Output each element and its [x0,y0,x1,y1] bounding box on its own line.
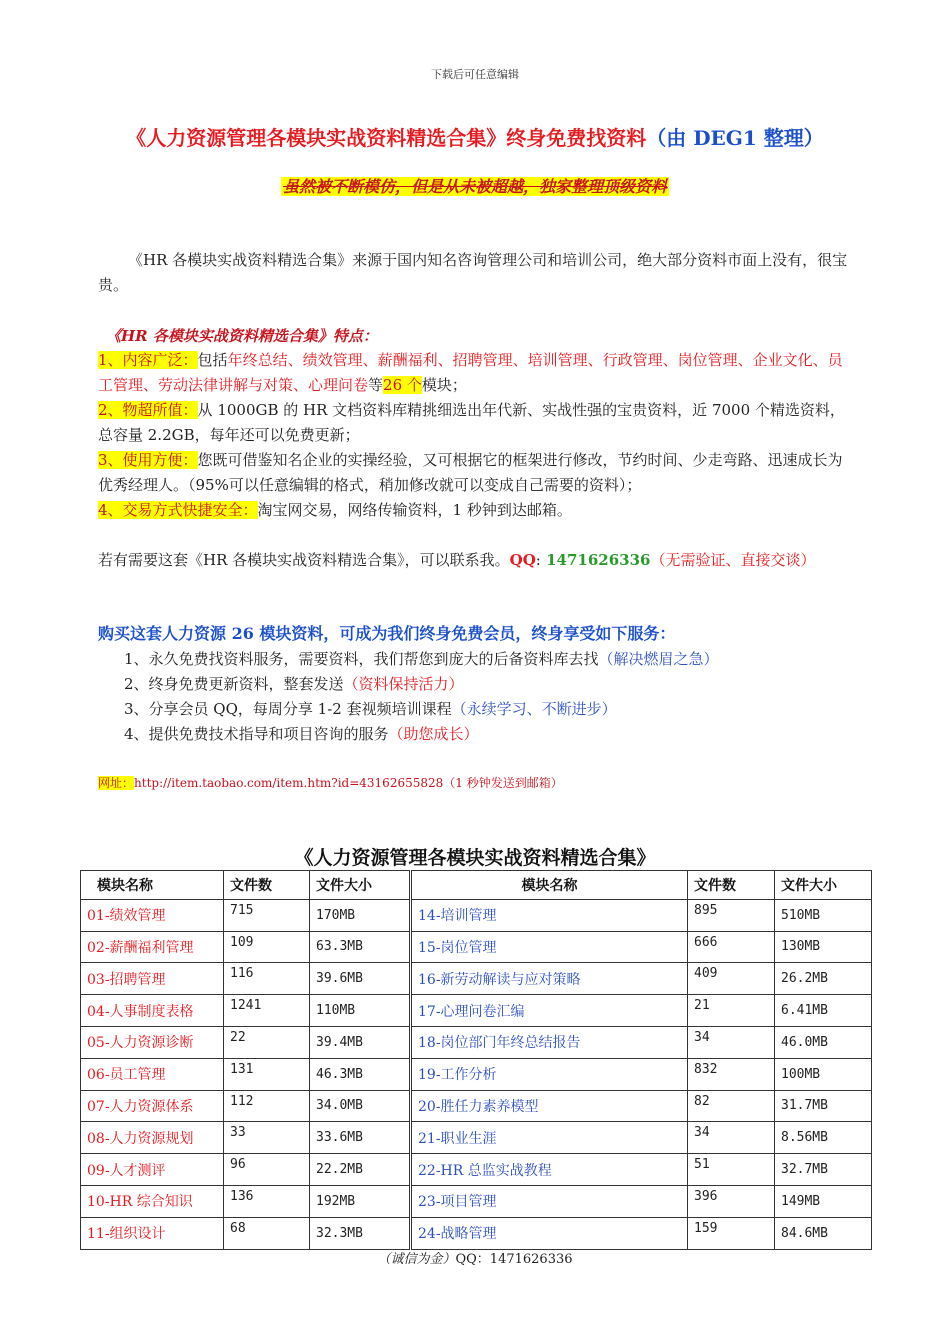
module-name-cell: 15-岗位管理 [411,931,688,963]
feature-item-transaction [98,498,854,523]
url-note: （1 秒钟发送到邮箱） [443,776,563,790]
footer-motto: （诚信为金） [377,1252,456,1267]
file-count-cell: 112 [224,1090,310,1122]
file-count-cell: 33 [224,1122,310,1154]
module-name-cell: 23-项目管理 [411,1185,688,1217]
module-name-cell: 07-人力资源体系 [81,1090,224,1122]
file-count-cell: 21 [688,995,775,1027]
qq-separator: : [535,551,541,569]
features-heading: 《HR 各模块实战资料精选合集》特点： [106,327,378,345]
file-count-cell: 34 [688,1122,775,1154]
table-row [81,1217,872,1249]
contact-paragraph [98,548,854,573]
file-size-cell: 170MB [310,899,411,931]
table-row [81,931,872,963]
qq-label: QQ [509,551,536,569]
file-count-cell: 22 [224,1026,310,1058]
file-size-cell: 26.2MB [775,963,872,995]
file-size-cell: 100MB [775,1058,872,1090]
url-label: 网址： [98,776,135,790]
features-list [98,348,854,523]
feature-item-usability [98,448,854,498]
file-count-cell: 159 [688,1217,775,1249]
file-count-cell: 895 [688,899,775,931]
module-name-cell: 22-HR 总监实战教程 [411,1154,688,1186]
feature-text: 等 [368,376,384,394]
file-size-cell: 32.3MB [310,1217,411,1249]
file-count-cell: 34 [688,1026,775,1058]
service-text: 4、提供免费技术指导和项目咨询的服务 [124,725,389,743]
column-header: 文件大小 [775,871,872,900]
file-size-cell: 33.6MB [310,1122,411,1154]
feature-label: 2、物超所值： [98,401,198,419]
table-title: 《人力资源管理各模块实战资料精选合集》 [294,847,656,869]
service-note: （助您成长） [388,725,479,743]
feature-module-count: 26 个 [383,376,422,394]
feature-item-value [98,398,854,448]
table-row [81,1090,872,1122]
modules-table [80,870,872,1250]
file-size-cell: 46.3MB [310,1058,411,1090]
store-link[interactable]: http://item.taobao.com/item.htm?id=43162655828 [134,776,444,790]
table-header-row [81,871,872,900]
module-name-cell: 17-心理问卷汇编 [411,995,688,1027]
column-header: 文件数 [688,871,775,900]
table-row [81,995,872,1027]
module-name-cell: 01-绩效管理 [81,899,224,931]
file-count-cell: 68 [224,1217,310,1249]
service-item [124,697,854,722]
feature-text: 包括 [197,351,228,369]
feature-label: 1、内容广泛： [98,351,198,369]
module-name-cell: 18-岗位部门年终总结报告 [411,1026,688,1058]
feature-label: 4、交易方式快捷安全： [98,501,258,519]
column-header: 文件大小 [310,871,411,900]
table-row [81,1122,872,1154]
table-row [81,1026,872,1058]
module-name-cell: 08-人力资源规划 [81,1122,224,1154]
file-size-cell: 110MB [310,995,411,1027]
service-note: （资料保持活力） [343,675,464,693]
file-size-cell: 510MB [775,899,872,931]
table-row [81,1154,872,1186]
column-header: 文件数 [224,871,310,900]
contact-text: 若有需要这套《HR 各模块实战资料精选合集》，可以联系我。 [98,551,510,569]
file-size-cell: 31.7MB [775,1090,872,1122]
file-size-cell: 34.0MB [310,1090,411,1122]
footer [0,1248,950,1267]
header-note: 下载后可任意编辑 [431,68,519,81]
title-attribution: （由 DEG1 整理） [646,126,824,150]
file-size-cell: 22.2MB [310,1154,411,1186]
table-row [81,899,872,931]
feature-item-content [98,348,854,398]
feature-text: 淘宝网交易，网络传输资料，1 秒钟到达邮箱。 [257,501,572,519]
service-note: （永续学习、不断进步） [451,700,617,718]
file-size-cell: 63.3MB [310,931,411,963]
file-count-cell: 409 [688,963,775,995]
module-name-cell: 14-培训管理 [411,899,688,931]
table-row [81,963,872,995]
file-size-cell: 32.7MB [775,1154,872,1186]
file-count-cell: 131 [224,1058,310,1090]
file-size-cell: 39.4MB [310,1026,411,1058]
file-count-cell: 715 [224,899,310,931]
file-count-cell: 136 [224,1185,310,1217]
table-body [81,899,872,1249]
service-text: 1、永久免费找资料服务，需要资料，我们帮您到庞大的后备资料库去找 [124,650,599,668]
service-note: （解决燃眉之急） [598,650,719,668]
column-header: 模块名称 [411,871,688,900]
title-main: 《人力资源管理各模块实战资料精选合集》终身免费找资料 [126,126,647,150]
module-name-cell: 11-组织设计 [81,1217,224,1249]
file-size-cell: 130MB [775,931,872,963]
file-count-cell: 396 [688,1185,775,1217]
qq-number: 1471626336 [540,551,651,569]
module-name-cell: 06-员工管理 [81,1058,224,1090]
url-line [98,773,563,793]
file-count-cell: 96 [224,1154,310,1186]
feature-text: 模块； [421,376,467,394]
intro-paragraph: 《HR 各模块实战资料精选合集》来源于国内知名咨询管理公司和培训公司，绝大部分资料市面上没有，很宝贵。 [98,251,848,294]
module-name-cell: 04-人事制度表格 [81,995,224,1027]
file-count-cell: 82 [688,1090,775,1122]
table-row [81,1185,872,1217]
file-size-cell: 192MB [310,1185,411,1217]
file-size-cell: 46.0MB [775,1026,872,1058]
feature-text: 从 1000GB 的 HR 文档资料库精挑细选出年代新、实战性强的宝贵资料，近 7000 个精选资料，总容量 2.2GB，每年还可以免费更新； [98,401,845,444]
module-name-cell: 19-工作分析 [411,1058,688,1090]
file-count-cell: 832 [688,1058,775,1090]
contact-note: （无需验证、直接交谈） [650,551,816,569]
feature-label: 3、使用方便： [98,451,198,469]
column-header: 模块名称 [81,871,224,900]
file-count-cell: 116 [224,963,310,995]
module-name-cell: 02-薪酬福利管理 [81,931,224,963]
slogan: 虽然被不断模仿，但是从未被超越，独家整理顶级资料 [282,177,667,196]
service-item [124,672,854,697]
service-item [124,647,854,672]
file-count-cell: 109 [224,931,310,963]
feature-module-list: 年终总结、绩效管理、薪酬福利、招聘管理、培训管理、行政管理、岗位管理、企业文化、员工管理、劳动法律讲解与对策、心理问卷 [98,351,843,394]
module-name-cell: 09-人才测评 [81,1154,224,1186]
module-name-cell: 03-招聘管理 [81,963,224,995]
module-name-cell: 24-战略管理 [411,1217,688,1249]
file-size-cell: 8.56MB [775,1122,872,1154]
file-count-cell: 51 [688,1154,775,1186]
service-item [124,722,854,747]
file-size-cell: 149MB [775,1185,872,1217]
feature-text: 您既可借鉴知名企业的实操经验，又可根据它的框架进行修改，节约时间、少走弯路、迅速成长为优秀经理人。（95%可以任意编辑的格式，稍加修改就可以变成自己需要的资料）； [98,451,843,494]
slogan-container [0,176,950,198]
module-name-cell: 10-HR 综合知识 [81,1185,224,1217]
footer-qq: QQ：1471626336 [455,1252,573,1267]
module-name-cell: 21-职业生涯 [411,1122,688,1154]
service-text: 3、分享会员 QQ，每周分享 1-2 套视频培训课程 [124,700,452,718]
file-size-cell: 84.6MB [775,1217,872,1249]
document-title [110,124,840,152]
membership-heading: 购买这套人力资源 26 模块资料，可成为我们终身免费会员，终身享受如下服务： [98,624,676,643]
module-name-cell: 16-新劳动解读与应对策略 [411,963,688,995]
file-count-cell: 1241 [224,995,310,1027]
file-count-cell: 666 [688,931,775,963]
module-name-cell: 05-人力资源诊断 [81,1026,224,1058]
table-row [81,1058,872,1090]
service-text: 2、终身免费更新资料，整套发送 [124,675,344,693]
module-name-cell: 20-胜任力素养模型 [411,1090,688,1122]
services-list [124,647,854,747]
file-size-cell: 6.41MB [775,995,872,1027]
file-size-cell: 39.6MB [310,963,411,995]
